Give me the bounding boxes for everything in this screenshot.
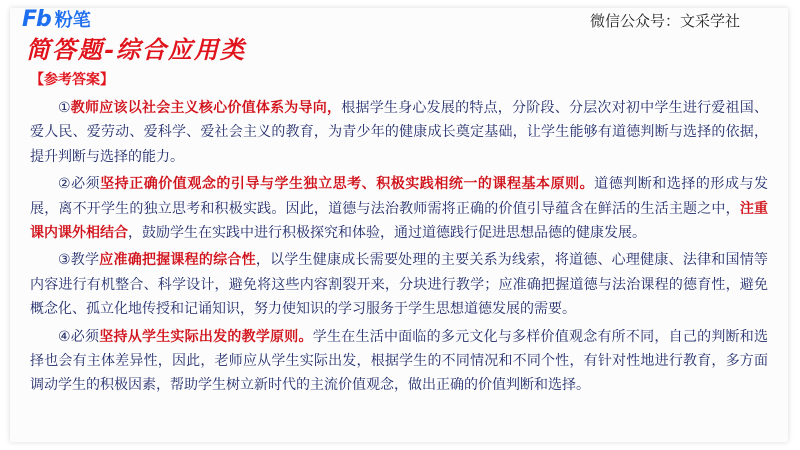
highlighted-text: 应准确把握课程的综合性 [99,252,256,269]
wechat-account-label: 微信公众号：文采学社 [589,12,740,30]
answer-paragraph [30,325,768,398]
fenbi-logo [22,6,91,32]
answer-paragraph [30,172,768,245]
paragraph-text: ④必须 [58,328,100,345]
page-title: 简答题-综合应用类 [26,35,246,64]
highlighted-text: 教师应该以社会主义核心价值体系为导向， [70,100,342,116]
paragraph-text: ②必须 [58,176,101,193]
answer-content [30,96,768,401]
paragraph-text: 学生在生活中面临的多元文化与多样价值观念有所不同，自己的判断和选择也会有主体差异性，因此，老师应从学生实际出发，根据学生的不同情况和不同个性，有针对性地进行教育，多方面调动学生的积极因素，帮助学生树立新时代的主流价值观念，做出正确的价值判断和选择。 [30,328,769,394]
paragraph-text: ③教学 [58,252,100,269]
section-label: 【参考答案】 [30,72,114,88]
answer-paragraph [30,96,768,169]
highlighted-text: 坚持从学生实际出发的教学原则。 [99,328,313,345]
paragraph-text: 道德判断和选择的形成与发展，离不开学生的独立思考和积极实践。因此，道德与法治教师需将正确的价值引导蕴含在鲜活的生活主题之中， [30,176,769,217]
paragraph-text: 根据学生身心发展的特点，分阶段、分层次对初中学生进行爱祖国、爱人民、爱劳动、爱科学、爱社会主义的教育，为青少年的健康成长奠定基础，让学生能够有道德判断与选择的依据，提升判断与选择的能力。 [30,100,769,165]
paragraph-text: ，以学生健康成长需要处理的主要关系为线索，将道德、心理健康、法律和国情等内容进行有机整合、科学设计，避免将这些内容割裂开来，分块进行教学；应准确把握道德与法治课程的德育性，避免概念化、孤立化地传授和记诵知识，努力使知识的学习服务于学生思想道德发展的需要。 [30,252,769,318]
fenbi-logo-text: 粉笔 [54,10,91,31]
highlighted-text: 注重课内课外相结合 [30,200,769,242]
answer-paragraph [30,248,768,321]
paragraph-text: ，鼓励学生在实践中进行积极探究和体验，通过道德践行促进思想品德的健康发展。 [128,225,646,242]
highlighted-text: 坚持正确价值观念的引导与学生独立思考、积极实践相统一的课程基本原则。 [100,176,595,193]
fenbi-logo-mark: Fb [22,6,51,32]
paragraph-text: ① [58,100,71,116]
